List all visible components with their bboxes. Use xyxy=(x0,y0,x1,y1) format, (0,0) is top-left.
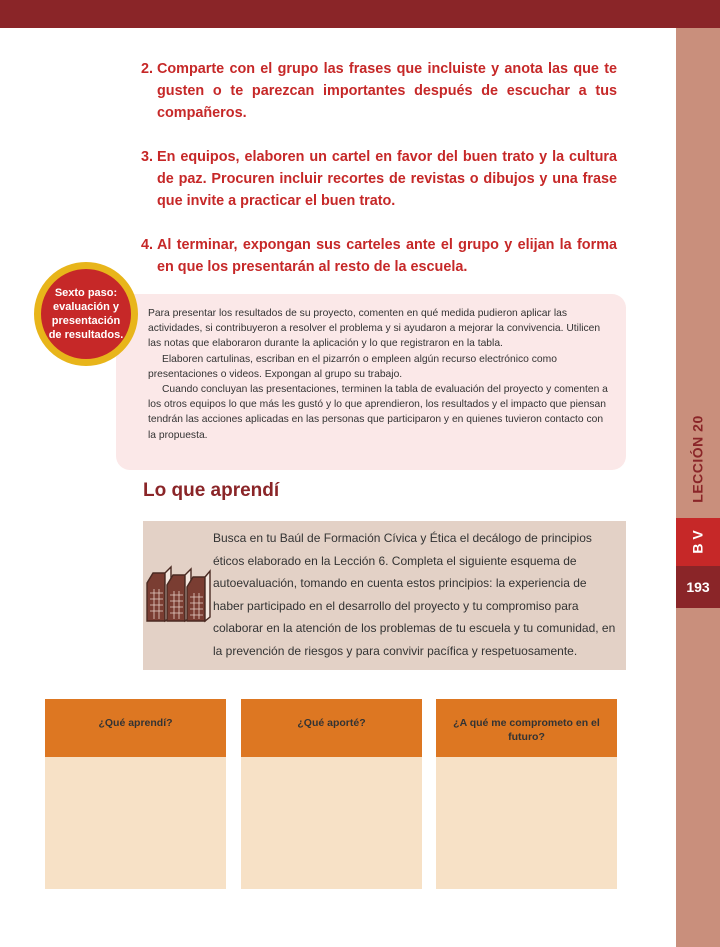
page-number: 193 xyxy=(676,566,720,608)
column-header: ¿A qué me comprometo en el futuro? xyxy=(436,699,617,757)
block-label: B V xyxy=(676,518,720,566)
self-eval-column xyxy=(436,699,617,889)
evaluation-text xyxy=(148,306,610,443)
column-header: ¿Qué aprendí? xyxy=(45,699,226,757)
step-badge: Sexto paso: evaluación y presentación de resultados. xyxy=(34,262,138,366)
section-title: Lo que aprendí xyxy=(143,480,280,501)
steps-list xyxy=(141,58,617,300)
step-item: 2. Comparte con el grupo las frases que incluiste y anota las que te gusten o te parezcan importantes después de escuchar a tus compañeros. xyxy=(141,61,617,121)
top-bar xyxy=(0,0,720,28)
evaluation-paragraph: Elaboren cartulinas, escriban en el pizarrón o empleen algún recurso electrónico como presentaciones o videos. Expongan al grupo su trabajo. xyxy=(148,353,557,380)
evaluation-paragraph: Cuando concluyan las presentaciones, terminen la tabla de evaluación del proyecto y comenten a los otros equipos lo que más les gustó y lo que aprendieron, los resultados y el impacto que piensan tendrán las acciones aplicadas en las personas que participaron y en quienes tuvieron contacto con la propuesta. xyxy=(148,384,608,441)
step-item: 4. Al terminar, expongan sus carteles ante el grupo y elijan la forma en que los presentarán al resto de la escuela. xyxy=(141,237,617,275)
column-header: ¿Qué aporté? xyxy=(241,699,422,757)
lesson-label: LECCIÓN 20 xyxy=(690,415,706,503)
self-eval-column xyxy=(241,699,422,889)
self-eval-column xyxy=(45,699,226,889)
evaluation-paragraph: Para presentar los resultados de su proyecto, comenten en qué medida pudieron aplicar las actividades, si contribuyeron a resolver el problema y si ayudaron a mejorar la convivencia. Utilicen las notas que elaboraron durante la aplicación y lo que registraron en la tabla. xyxy=(148,308,601,350)
binders-icon xyxy=(143,563,211,623)
step-item: 3. En equipos, elaboren un cartel en favor del buen trato y la cultura de paz. Procuren incluir recortes de revistas o dibujos y una frase que invite a practicar el buen trato. xyxy=(141,149,617,209)
instruction-text: Busca en tu Baúl de Formación Cívica y Ética el decálogo de principios éticos elaborado en la Lección 6. Completa el siguiente esquema de autoevaluación, tomando en cuenta estos principios: la experiencia de haber participado en el desarrollo del proyecto y tu compromiso para colaborar en la atención de los problemas de tu escuela y tu comunidad, en la prevención de riesgos y para convivir pacífica y respetuosamente. xyxy=(213,531,616,658)
